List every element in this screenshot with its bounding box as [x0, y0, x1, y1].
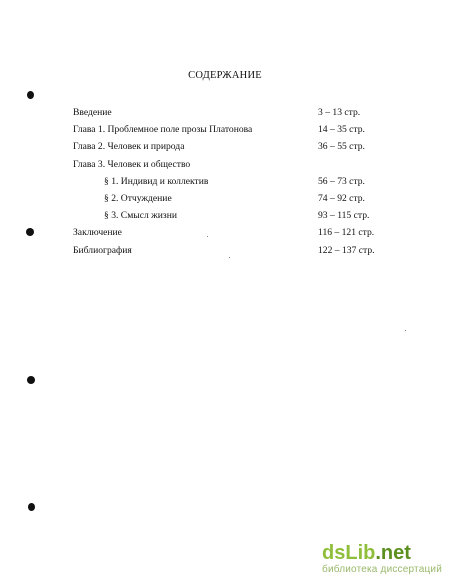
table-of-contents — [73, 104, 393, 259]
toc-entry-pages: 93 – 115 стр. — [318, 210, 370, 222]
toc-entry-label: Глава 3. Человек и общество — [73, 158, 191, 170]
toc-entry-conclusion — [73, 224, 393, 241]
scan-dot — [229, 257, 230, 258]
scan-dot — [405, 330, 406, 331]
scan-speck — [28, 503, 35, 511]
toc-entry-pages: 36 – 55 стр. — [318, 141, 365, 153]
toc-entry-chapter-3 — [73, 156, 393, 173]
toc-entry-section-2 — [73, 190, 393, 207]
page-title: СОДЕРЖАНИЕ — [188, 70, 262, 81]
toc-entry-pages: 3 – 13 стр. — [318, 107, 361, 118]
toc-entry-pages: 122 – 137 стр. — [318, 244, 375, 256]
scan-speck — [26, 228, 34, 236]
toc-entry-chapter-1 — [73, 121, 393, 138]
toc-entry-pages: 74 – 92 стр. — [318, 192, 365, 204]
toc-entry-label: § 1. Индивид и коллектив — [104, 175, 209, 187]
toc-entry-chapter-2 — [73, 138, 393, 155]
toc-entry-pages: 116 – 121 стр. — [318, 227, 375, 239]
scan-dot — [207, 236, 208, 237]
toc-entry-label: Введение — [73, 107, 112, 118]
toc-entry-label: Глава 2. Человек и природа — [73, 141, 185, 153]
toc-entry-label: Глава 1. Проблемное поле прозы Платонова — [73, 124, 253, 136]
watermark-subtitle: библиотека диссертаций — [322, 564, 442, 575]
scan-speck — [27, 376, 35, 384]
watermark-logo — [322, 542, 442, 564]
toc-entry-section-3 — [73, 207, 393, 224]
watermark-logo-suffix: .net — [375, 542, 411, 564]
toc-entry-label: § 2. Отчуждение — [104, 192, 172, 204]
toc-entry-label: § 3. Смысл жизни — [104, 210, 177, 222]
toc-entry-pages: 14 – 35 стр. — [318, 124, 365, 136]
toc-entry-bibliography — [73, 242, 393, 259]
scan-speck — [27, 91, 34, 99]
toc-entry-section-1 — [73, 173, 393, 190]
toc-entry-label: Заключение — [73, 227, 122, 239]
watermark — [322, 542, 442, 576]
watermark-logo-main: dsLib — [322, 542, 376, 564]
toc-entry-introduction — [73, 104, 393, 121]
toc-entry-pages: 56 – 73 стр. — [318, 175, 365, 187]
toc-entry-label: Библиография — [73, 244, 132, 256]
